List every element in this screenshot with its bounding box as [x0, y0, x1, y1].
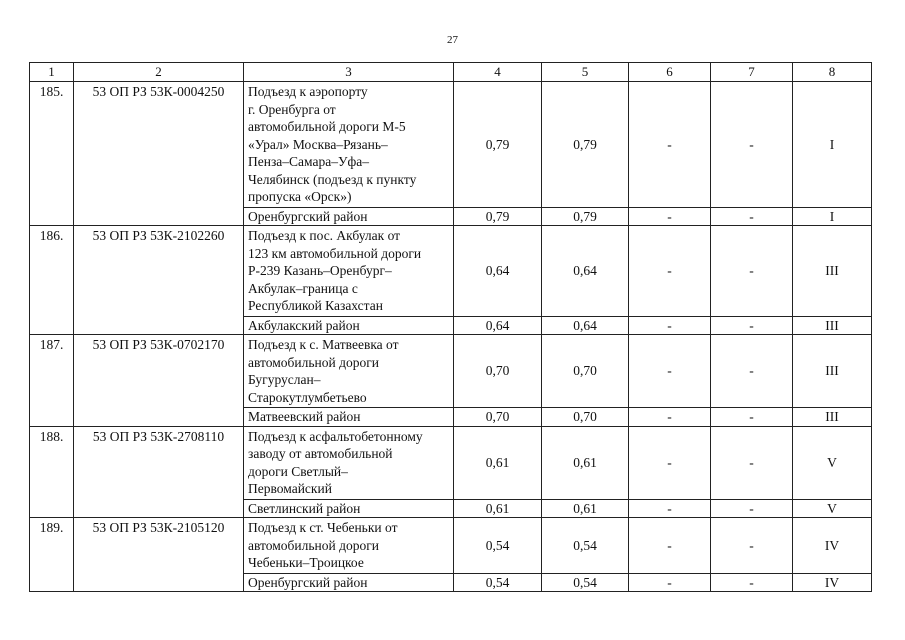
roads-table: [29, 62, 872, 592]
sub-cell-col4: 0,61: [454, 499, 542, 518]
road-name-line: г. Оренбурга от: [248, 101, 336, 117]
road-name-line: 123 км автомобильной дороги: [248, 245, 422, 261]
cell-col8: V: [793, 426, 872, 499]
sub-cell-col5: 0,79: [542, 207, 629, 226]
road-name-line: Подъезд к пос. Акбулак от: [248, 228, 401, 243]
sub-cell-col6: -: [629, 316, 711, 335]
cell-col7: -: [711, 426, 793, 499]
road-name: [244, 335, 454, 408]
road-name-line: Акбулак–граница с: [248, 280, 358, 296]
road-name-line: автомобильной дороги: [248, 537, 379, 553]
cell-col8: III: [793, 226, 872, 317]
district-name: Светлинский район: [244, 499, 454, 518]
header-cell-6: 6: [629, 63, 711, 82]
road-name-line: Старокутлумбетьево: [248, 389, 367, 405]
sub-cell-col5: 0,64: [542, 316, 629, 335]
road-name-line: Подъезд к ст. Чебеньки от: [248, 520, 398, 535]
road-name-line: автомобильной дороги: [248, 354, 379, 370]
table-row: [30, 518, 872, 574]
sub-cell-col6: -: [629, 207, 711, 226]
sub-cell-col5: 0,70: [542, 408, 629, 427]
sub-cell-col4: 0,54: [454, 573, 542, 592]
road-name-line: дороги Светлый–: [248, 463, 348, 479]
road-name-line: Бугуруслан–: [248, 372, 321, 387]
cell-col8: III: [793, 335, 872, 408]
sub-cell-col7: -: [711, 499, 793, 518]
sub-cell-col6: -: [629, 499, 711, 518]
header-cell-3: 3: [244, 63, 454, 82]
road-name-line: Подъезд к с. Матвеевка от: [248, 337, 399, 352]
sub-cell-col8: III: [793, 408, 872, 427]
cell-col4: 0,54: [454, 518, 542, 574]
road-name-line: Челябинск (подъезд к пункту: [248, 171, 417, 187]
header-cell-4: 4: [454, 63, 542, 82]
cell-col7: -: [711, 518, 793, 574]
cell-col6: -: [629, 335, 711, 408]
road-name-line: Чебеньки–Троицкое: [248, 555, 364, 570]
road-name-line: автомобильной дороги М-5: [248, 119, 406, 134]
row-number: 186.: [30, 226, 74, 335]
sub-cell-col6: -: [629, 573, 711, 592]
cell-col7: -: [711, 82, 793, 208]
cell-col6: -: [629, 426, 711, 499]
sub-cell-col5: 0,54: [542, 573, 629, 592]
sub-cell-col7: -: [711, 573, 793, 592]
sub-cell-col5: 0,61: [542, 499, 629, 518]
header-cell-8: 8: [793, 63, 872, 82]
road-name: [244, 226, 454, 317]
row-number: 189.: [30, 518, 74, 592]
sub-cell-col7: -: [711, 408, 793, 427]
header-row: [30, 63, 872, 82]
road-name-line: Пенза–Самара–Уфа–: [248, 154, 370, 169]
road-code: 53 ОП РЗ 53К-2102260: [74, 226, 244, 335]
road-name-line: Первомайский: [248, 481, 332, 496]
table-row: [30, 226, 872, 317]
cell-col5: 0,64: [542, 226, 629, 317]
road-name-line: Подъезд к аэропорту: [248, 84, 368, 99]
road-name: [244, 518, 454, 574]
district-name: Акбулакский район: [244, 316, 454, 335]
road-name: [244, 82, 454, 208]
row-number: 188.: [30, 426, 74, 518]
road-code: 53 ОП РЗ 53К-2708110: [74, 426, 244, 518]
table-row: [30, 82, 872, 208]
cell-col5: 0,61: [542, 426, 629, 499]
cell-col5: 0,54: [542, 518, 629, 574]
sub-cell-col7: -: [711, 207, 793, 226]
header-cell-2: 2: [74, 63, 244, 82]
sub-cell-col8: V: [793, 499, 872, 518]
road-name: [244, 426, 454, 499]
sub-cell-col4: 0,79: [454, 207, 542, 226]
table-body: [30, 82, 872, 592]
page-number: 27: [447, 34, 458, 46]
road-name-line: Подъезд к асфальтобетонному: [248, 428, 423, 444]
district-name: Оренбургский район: [244, 573, 454, 592]
sub-cell-col4: 0,70: [454, 408, 542, 427]
cell-col5: 0,79: [542, 82, 629, 208]
sub-cell-col6: -: [629, 408, 711, 427]
cell-col7: -: [711, 226, 793, 317]
sub-cell-col8: I: [793, 207, 872, 226]
cell-col6: -: [629, 518, 711, 574]
road-name-line: заводу от автомобильной: [248, 446, 393, 461]
district-name: Оренбургский район: [244, 207, 454, 226]
header-cell-7: 7: [711, 63, 793, 82]
header-cell-1: 1: [30, 63, 74, 82]
cell-col6: -: [629, 226, 711, 317]
district-name: Матвеевский район: [244, 408, 454, 427]
road-name-line: Республикой Казахстан: [248, 298, 383, 313]
sub-cell-col8: IV: [793, 573, 872, 592]
cell-col4: 0,61: [454, 426, 542, 499]
sub-cell-col8: III: [793, 316, 872, 335]
cell-col4: 0,79: [454, 82, 542, 208]
cell-col7: -: [711, 335, 793, 408]
cell-col4: 0,64: [454, 226, 542, 317]
sub-cell-col4: 0,64: [454, 316, 542, 335]
sub-cell-col7: -: [711, 316, 793, 335]
road-name-line: Р-239 Казань–Оренбург–: [248, 263, 392, 278]
road-name-line: пропуска «Орск»): [248, 189, 352, 204]
header-cell-5: 5: [542, 63, 629, 82]
cell-col5: 0,70: [542, 335, 629, 408]
row-number: 187.: [30, 335, 74, 427]
table-row: [30, 426, 872, 499]
cell-col4: 0,70: [454, 335, 542, 408]
road-name-line: «Урал» Москва–Рязань–: [248, 136, 388, 152]
cell-col6: -: [629, 82, 711, 208]
road-code: 53 ОП РЗ 53К-2105120: [74, 518, 244, 592]
road-code: 53 ОП РЗ 53К-0702170: [74, 335, 244, 427]
cell-col8: I: [793, 82, 872, 208]
cell-col8: IV: [793, 518, 872, 574]
road-code: 53 ОП РЗ 53К-0004250: [74, 82, 244, 226]
table-row: [30, 335, 872, 408]
row-number: 185.: [30, 82, 74, 226]
